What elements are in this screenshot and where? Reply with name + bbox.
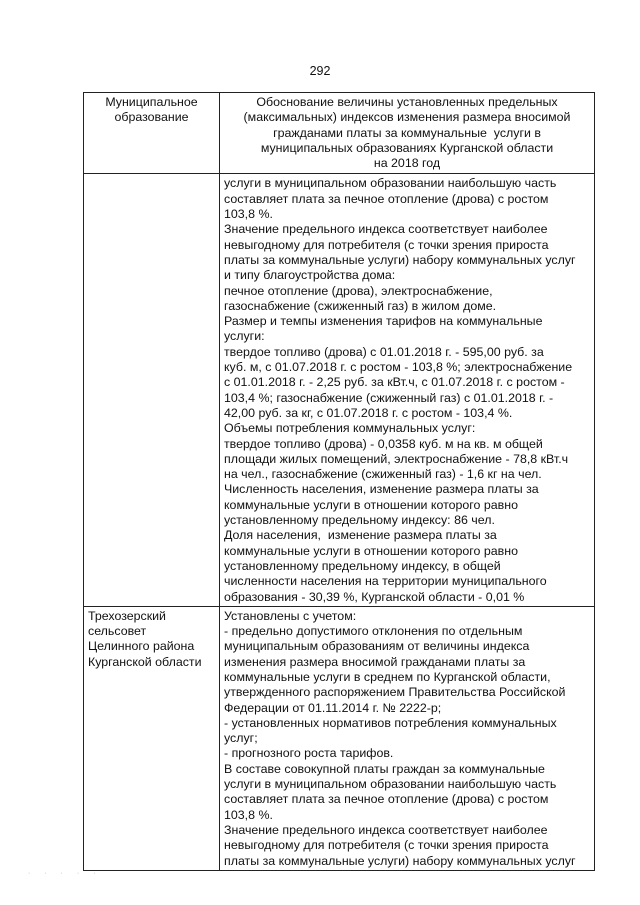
municipality-line: Трехозерский	[88, 608, 166, 623]
municipality-line: сельсовет	[88, 624, 147, 639]
text-line: составляет плата за печное отопление (дрова) с ростом	[224, 191, 549, 206]
text-line: платы за коммунальные услуги) набору коммунальных услуг	[224, 252, 576, 267]
header-text-line: (максимальных) индексов изменения размера вносимой	[243, 110, 571, 125]
text-line: 103,4 %; газоснабжение (сжиженный газ) с 01.01.2018 г. -	[224, 390, 554, 405]
text-line: составляет плата за печное отопление (дрова) с ростом	[224, 792, 549, 807]
table-row	[84, 174, 595, 606]
text-line: Численность населения, изменение размера платы за	[224, 482, 539, 497]
text-line: твердое топливо (дрова) с 01.01.2018 г. - 595,00 руб. за	[224, 344, 544, 359]
header-text-line: Муниципальное	[105, 95, 198, 109]
text-line: Значение предельного индекса соответствует наиболее	[224, 822, 548, 837]
text-line: 103,8 %.	[224, 807, 273, 822]
text-line: Значение предельного индекса соответствует наиболее	[224, 222, 548, 237]
table-row	[84, 606, 595, 870]
text-line: услуги:	[224, 329, 265, 344]
text-line: площади жилых помещений, электроснабжение - 78,8 кВт.ч	[224, 451, 569, 466]
header-municipality	[84, 93, 220, 174]
text-line: Размер и темпы изменения тарифов на коммунальные	[224, 314, 543, 329]
municipality-cell	[84, 606, 220, 870]
page-number: 292	[309, 64, 331, 78]
text-line: и типу благоустройства дома:	[224, 268, 396, 283]
text-line: установленному предельному индексу, в общей	[224, 558, 501, 573]
text-line: 42,00 руб. за кг, с 01.07.2018 г. с ростом - 103,4 %.	[224, 405, 513, 420]
text-line: установленному предельному индексу: 86 чел.	[224, 513, 495, 528]
text-line: твердое топливо (дрова) - 0,0358 куб. м на кв. м общей	[224, 436, 543, 451]
text-line: Доля населения, изменение размера платы за	[224, 528, 497, 543]
header-text-line: Обоснование величины установленных предельных	[256, 95, 558, 109]
text-line: Установлены с учетом:	[224, 608, 357, 623]
municipality-line: Целинного района	[88, 639, 195, 654]
text-line: 103,8 %.	[224, 207, 273, 222]
text-line: платы за коммунальные услуги) набору коммунальных услуг	[224, 853, 576, 868]
municipality-line: Курганской области	[88, 654, 202, 669]
text-line: услуг;	[224, 731, 258, 746]
text-line: изменения размера вносимой гражданами платы за	[224, 654, 526, 669]
justification-cell	[220, 174, 595, 606]
text-line: услуги в муниципальном образовании наибольшую часть	[224, 777, 557, 792]
text-line: услуги в муниципальном образовании наибольшую часть	[224, 176, 557, 191]
text-line: газоснабжение (сжиженный газ) в жилом доме.	[224, 298, 497, 313]
text-line: - установленных нормативов потребления коммунальных	[224, 715, 557, 730]
justification-table	[83, 92, 595, 871]
text-line: утвержденного распоряжением Правительства Российской	[224, 685, 566, 700]
text-line: с 01.01.2018 г. - 2,25 руб. за кВт.ч, с 01.07.2018 г. с ростом -	[224, 375, 565, 390]
header-text-line: образование	[114, 110, 189, 125]
header-text-line: на 2018 год	[373, 156, 441, 171]
text-line: Объемы потребления коммунальных услуг:	[224, 421, 476, 436]
municipality-cell	[84, 174, 220, 606]
header-text-line: муниципальных образованиях Курганской области	[260, 140, 554, 155]
text-line: печное отопление (дрова), электроснабжение,	[224, 283, 493, 298]
text-line: куб. м, с 01.07.2018 г. с ростом - 103,8 %; электроснабжение	[224, 360, 573, 375]
text-line: Федерации от 01.11.2014 г. № 2222-р;	[224, 700, 442, 715]
text-line: на чел., газоснабжение (сжиженный газ) - 1,6 кг на чел.	[224, 467, 542, 482]
text-line: В составе совокупной платы граждан за коммунальные	[224, 761, 545, 776]
header-text-line: гражданами платы за коммунальные услуги в	[273, 125, 541, 140]
text-line: невыгодному для потребителя (с точки зрения прироста	[224, 838, 549, 853]
text-line: - предельно допустимого отклонения по отдельным	[224, 624, 523, 639]
text-line: - прогнозного роста тарифов.	[224, 746, 394, 761]
text-line: невыгодному для потребителя (с точки зрения прироста	[224, 237, 549, 252]
text-line: муниципальным образованиям от величины индекса	[224, 639, 530, 654]
text-line: коммунальные услуги в отношении которого равно	[224, 543, 518, 558]
justification-cell	[220, 606, 595, 870]
table-header-row	[84, 93, 595, 174]
header-justification	[220, 93, 595, 174]
text-line: коммунальные услуги в отношении которого равно	[224, 497, 518, 512]
text-line: численности населения на территории муниципального	[224, 574, 547, 589]
scan-noise: · · · · ·	[28, 870, 102, 877]
text-line: образования - 30,39 %, Курганской области - 0,01 %	[224, 589, 525, 604]
text-line: коммунальные услуги в среднем по Курганской области,	[224, 669, 551, 684]
